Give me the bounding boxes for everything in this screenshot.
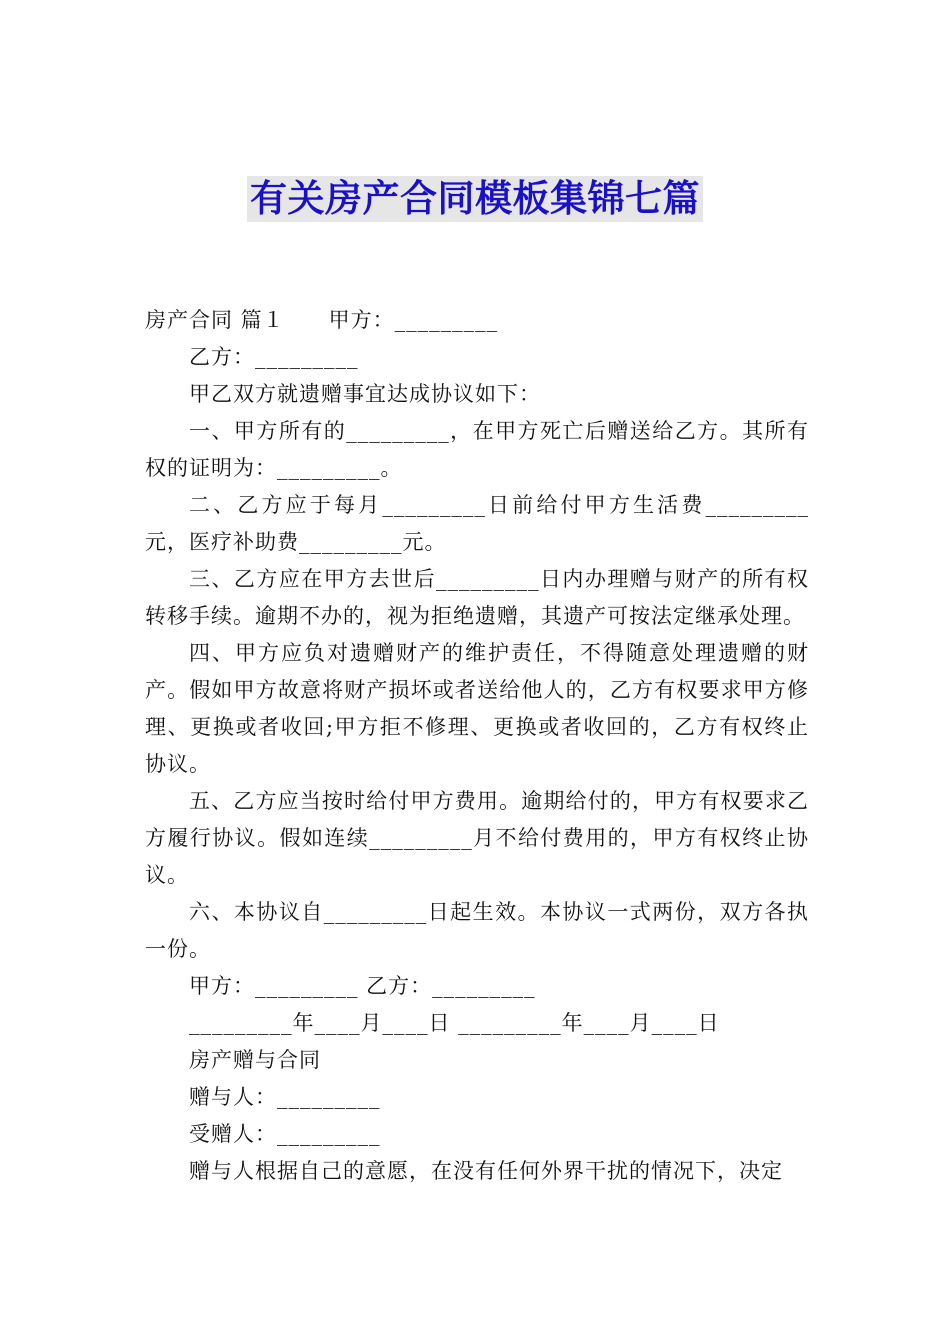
party-b-line: 乙方：_________ — [189, 345, 359, 369]
title-container — [0, 176, 950, 222]
donor-line: 赠与人：_________ — [189, 1085, 381, 1109]
clause-3: 三、乙方应在甲方去世后_________日内办理赠与财产的所有权转移手续。逾期不办的，视为拒绝遗赠，其遗产可按法定继承处理。 — [145, 567, 809, 628]
gift-contract-heading: 房产赠与合同 — [189, 1048, 321, 1072]
signature-line: 甲方：_________ 乙方：_________ — [189, 974, 536, 998]
gift-intro-paragraph: 赠与人根据自己的意愿，在没有任何外界干扰的情况下，决定 — [189, 1159, 783, 1183]
clause-4: 四、甲方应负对遗赠财产的维护责任，不得随意处理遗赠的财产。假如甲方故意将财产损坏或者送给他人的，乙方有权要求甲方修理、更换或者收回;甲方拒不修理、更换或者收回的，乙方有权终止协议。 — [145, 641, 809, 776]
document-body — [145, 302, 809, 1190]
clause-6: 六、本协议自_________日起生效。本协议一式两份，双方各执一份。 — [145, 900, 809, 961]
clause-1: 一、甲方所有的_________，在甲方死亡后赠送给乙方。其所有权的证明为：_________。 — [145, 419, 809, 480]
clause-5: 五、乙方应当按时给付甲方费用。逾期给付的，甲方有权要求乙方履行协议。假如连续_________月不给付费用的，甲方有权终止协议。 — [145, 789, 809, 887]
document-title: 有关房产合同模板集锦七篇 — [247, 176, 703, 222]
clause-2: 二、乙方应于每月_________日前给付甲方生活费_________元，医疗补助费_________元。 — [145, 493, 809, 554]
agreement-intro: 甲乙双方就遗赠事宜达成协议如下： — [189, 382, 541, 406]
donee-line: 受赠人：_________ — [189, 1122, 381, 1146]
date-line: _________年____月____日 _________年____月____日 — [189, 1011, 720, 1035]
contract-heading-line: 房产合同 篇１ 甲方：_________ — [145, 308, 499, 332]
